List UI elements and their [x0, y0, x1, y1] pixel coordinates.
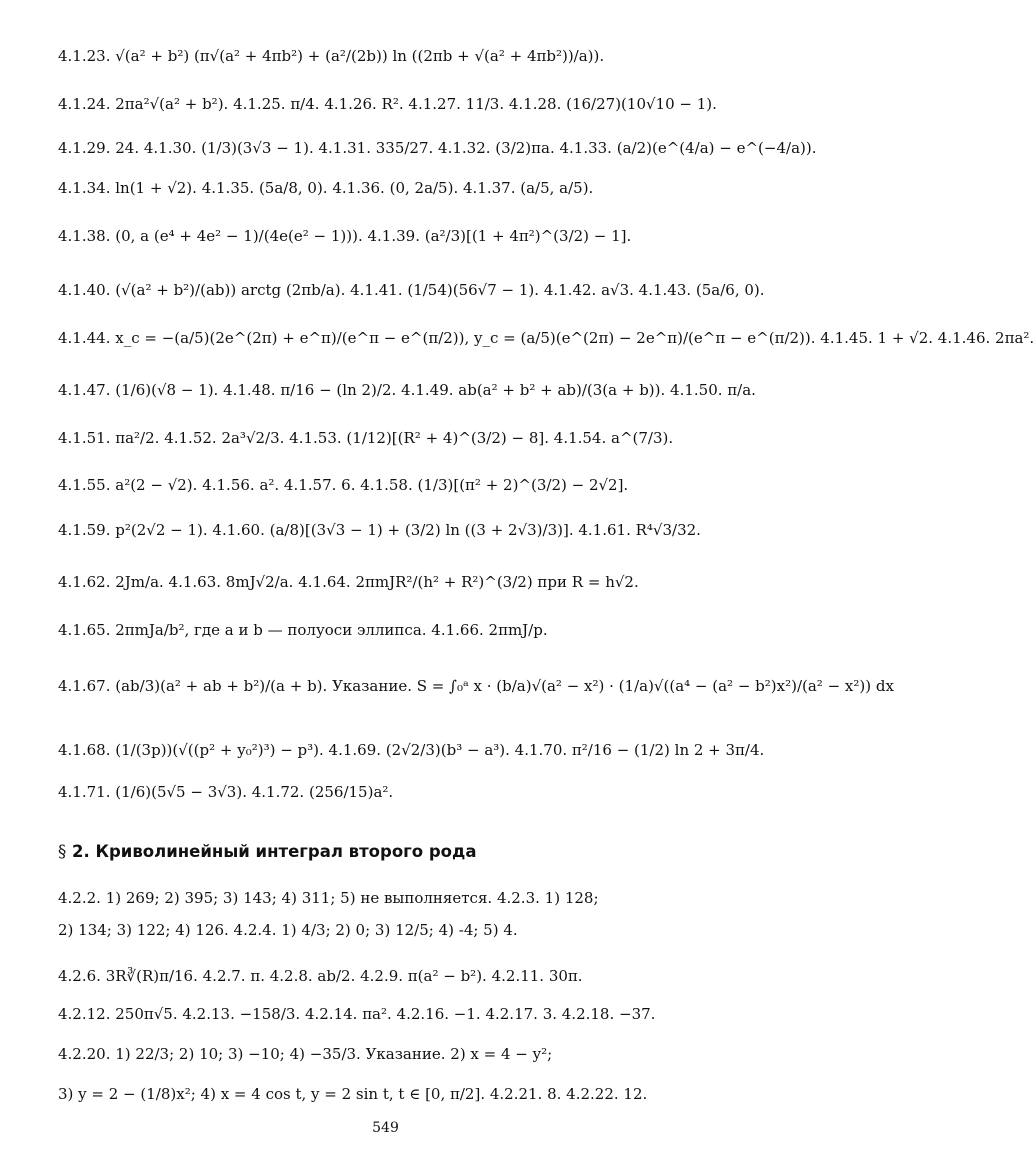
answer-line: 4.1.51. πa²/2. 4.1.52. 2a³√2/3. 4.1.53. (1/12)[(R² + 4)^(3/2) − 8]. 4.1.54. a^(7/3). [58, 429, 674, 447]
answer-line: 4.1.44. x_c = −(a/5)(2e^(2π) + e^π)/(e^π − e^(π/2)), y_c = (a/5)(e^(2π) − 2e^π)/(e^π − e^(π/2)). 4.1.45. 1 + √2. 4.1.46. 2πa². [58, 329, 1034, 347]
section-symbol: § [58, 842, 67, 861]
answer-line: 3) y = 2 − (1/8)x²; 4) x = 4 cos t, y = 2 sin t, t ∈ [0, π/2]. 4.2.21. 8. 4.2.22. 12. [58, 1085, 648, 1103]
answer-line: 4.1.38. (0, a (e⁴ + 4e² − 1)/(4e(e² − 1))). 4.1.39. (a²/3)[(1 + 4π²)^(3/2) − 1]. [58, 227, 632, 245]
answer-line: 4.1.24. 2πa²√(a² + b²). 4.1.25. π/4. 4.1.26. R². 4.1.27. 11/3. 4.1.28. (16/27)(10√10 − 1). [58, 95, 717, 113]
answer-line: 4.1.65. 2πmJa/b², где a и b — полуоси эллипса. 4.1.66. 2πmJ/p. [58, 621, 548, 639]
answer-line: 4.1.68. (1/(3p))(√((p² + y₀²)³) − p³). 4.1.69. (2√2/3)(b³ − a³). 4.1.70. π²/16 − (1/2) ln 2 + 3π/4. [58, 741, 765, 759]
answer-line: 4.1.29. 24. 4.1.30. (1/3)(3√3 − 1). 4.1.31. 335/27. 4.1.32. (3/2)πa. 4.1.33. (a/2)(e^(4/a) − e^(−4/a)). [58, 139, 817, 157]
section-heading [58, 842, 476, 861]
answer-line: 4.1.47. (1/6)(√8 − 1). 4.1.48. π/16 − (ln 2)/2. 4.1.49. ab(a² + b² + ab)/(3(a + b)). 4.1.50. π/a. [58, 381, 756, 399]
section-title: 2. Криволинейный интеграл второго рода [72, 842, 477, 861]
answer-line: 4.1.55. a²(2 − √2). 4.1.56. a². 4.1.57. 6. 4.1.58. (1/3)[(π² + 2)^(3/2) − 2√2]. [58, 476, 629, 494]
answer-line: 4.2.2. 1) 269; 2) 395; 3) 143; 4) 311; 5) не выполняется. 4.2.3. 1) 128; [58, 889, 599, 907]
answer-line: 4.1.34. ln(1 + √2). 4.1.35. (5a/8, 0). 4.1.36. (0, 2a/5). 4.1.37. (a/5, a/5). [58, 179, 594, 197]
answer-line: 4.1.67. (ab/3)(a² + ab + b²)/(a + b). Указание. S = ∫₀ᵃ x · (b/a)√(a² − x²) · (1/a)√((a⁴ − (a² − b²)x²)/(a² − x²)) dx [58, 677, 894, 695]
answer-line: 2) 134; 3) 122; 4) 126. 4.2.4. 1) 4/3; 2) 0; 3) 12/5; 4) -4; 5) 4. [58, 921, 518, 939]
answer-line: 4.1.40. (√(a² + b²)/(ab)) arctg (2πb/a). 4.1.41. (1/54)(56√7 − 1). 4.1.42. a√3. 4.1.43. (5a/6, 0). [58, 281, 765, 299]
answer-line: 4.2.12. 250π√5. 4.2.13. −158/3. 4.2.14. πa². 4.2.16. −1. 4.2.17. 3. 4.2.18. −37. [58, 1005, 656, 1023]
answer-line: 4.1.59. p²(2√2 − 1). 4.1.60. (a/8)[(3√3 − 1) + (3/2) ln ((3 + 2√3)/3)]. 4.1.61. R⁴√3/32. [58, 521, 701, 539]
answer-line: 4.1.23. √(a² + b²) (π√(a² + 4πb²) + (a²/(2b)) ln ((2πb + √(a² + 4πb²))/a)). [58, 47, 605, 65]
page-number: 549 [372, 1120, 399, 1136]
answer-line: 4.1.62. 2Jm/a. 4.1.63. 8mJ√2/a. 4.1.64. 2πmJR²/(h² + R²)^(3/2) при R = h√2. [58, 573, 639, 591]
answer-line: 4.2.20. 1) 22/3; 2) 10; 3) −10; 4) −35/3. Указание. 2) x = 4 − y²; [58, 1045, 553, 1063]
answer-line: 4.1.71. (1/6)(5√5 − 3√3). 4.1.72. (256/15)a². [58, 783, 394, 801]
answer-line: 4.2.6. 3R∛(R)π/16. 4.2.7. π. 4.2.8. ab/2. 4.2.9. π(a² − b²). 4.2.11. 30π. [58, 967, 583, 985]
